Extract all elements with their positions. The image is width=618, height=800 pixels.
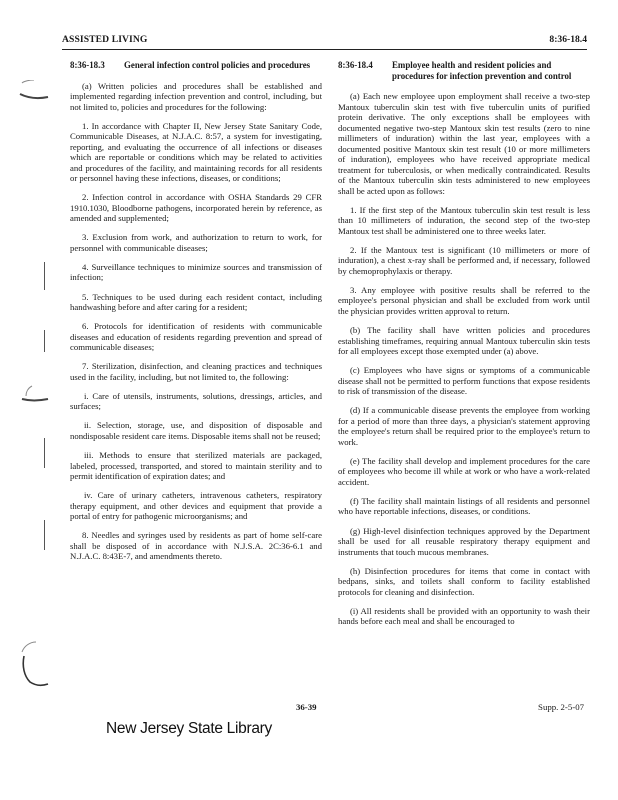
- paragraph: 7. Sterilization, disinfection, and cleaning practices and techniques used in the facility, including, but not limited to, the following:: [70, 361, 322, 382]
- punch-hole-mark-bottom: [18, 640, 52, 690]
- punch-hole-mark-middle: [18, 384, 52, 406]
- paragraph: 5. Techniques to be used during each resident contact, including handwashing before and after caring for a resident;: [70, 291, 322, 313]
- punch-hole-mark-top: [18, 80, 52, 102]
- library-stamp: New Jersey State Library: [106, 720, 272, 737]
- left-column: [70, 60, 322, 570]
- header-title: ASSISTED LIVING: [62, 34, 148, 45]
- paragraph: 3. Any employee with positive results shall be referred to the employee's personal physician and shall be excluded from work until the physician provides written approval to return.: [338, 284, 590, 316]
- subparagraph: iv. Care of urinary catheters, intravenous catheters, respiratory therapy equipment, and other devices and equipment that provide a portal of entry for pathogenic microorganisms; and: [70, 490, 322, 522]
- paragraph: (c) Employees who have signs or symptoms of a communicable disease shall not be permitted to perform functions that expose residents to risk of transmission of the disease.: [338, 365, 590, 397]
- subparagraph: ii. Selection, storage, use, and disposition of disposable and nondisposable resident care items. Disposable items shall not be reused;: [70, 420, 322, 441]
- paragraph: 4. Surveillance techniques to minimize sources and transmission of infection;: [70, 261, 322, 283]
- change-bar: [44, 262, 45, 290]
- paragraph: (d) If a communicable disease prevents the employee from working for a period of more than three days, a physician's statement approving the employee's return shall be required prior to the employee's return to work.: [338, 405, 590, 447]
- running-header: [62, 34, 587, 50]
- paragraph: (a) Written policies and procedures shall be established and implemented regarding infection prevention and control, including, but not limited to, policies and procedures for the following:: [70, 80, 322, 112]
- section-title: General infection control policies and procedures: [124, 60, 311, 70]
- paragraph: (a) Each new employee upon employment shall receive a two-step Mantoux tuberculin skin test with five tuberculin units of purified protein derivative. The only exceptions shall be employees with documented negative two-step Mantoux skin test results (zero to nine millimeters of induration) within the last year, employees with a documented positive Mantoux skin test result (10 or more millimeters of induration), employees who have received appropriate medical treatment for tuberculosis, or when medically contraindicated. Results of the Mantoux tuberculin skin tests administered to new employees shall be acted upon as follows:: [338, 91, 590, 196]
- paragraph: 6. Protocols for identification of residents with communicable diseases and education of residents regarding prevention and spread of communicable diseases;: [70, 321, 322, 353]
- subparagraph: iii. Methods to ensure that sterilized materials are packaged, labeled, processed, transported, and stored to maintain sterility and to permit identification of expiration dates; and: [70, 450, 322, 482]
- section-number: 8:36-18.4: [338, 60, 373, 70]
- paragraph: (h) Disinfection procedures for items that come in contact with bedpans, sinks, and toilets shall conform to facility established protocols for cleaning and disinfection.: [338, 565, 590, 597]
- paragraph: (f) The facility shall maintain listings of all residents and personnel who have reportable infections, diseases, or conditions.: [338, 495, 590, 517]
- paragraph: (g) High-level disinfection techniques approved by the Department shall be used for all reusable respiratory therapy equipment and instruments that touch mucous membranes.: [338, 525, 590, 557]
- paragraph: 1. If the first step of the Mantoux tuberculin skin test result is less than 10 millimeters of induration, the second step of the two-step Mantoux test shall be administered one to three weeks later.: [338, 204, 590, 236]
- paragraph: 1. In accordance with Chapter II, New Jersey State Sanitary Code, Communicable Diseases, at N.J.A.C. 8:57, a system for investigating, reporting, and evaluating the occurrence of all infections or diseases which are reportable or conditions which may be related to activities and procedures of the facility, and maintaining records for all residents or personnel having these infections, diseases, or conditions;: [70, 120, 322, 184]
- paragraph: (i) All residents shall be provided with an opportunity to wash their hands before each meal and shall be encouraged to: [338, 605, 590, 627]
- change-bar: [44, 330, 45, 352]
- paragraph: 2. If the Mantoux test is significant (10 millimeters or more of induration), a chest x-ray shall be performed and, if necessary, followed by chemoprophylaxis or therapy.: [338, 244, 590, 276]
- paragraph: 8. Needles and syringes used by residents as part of home self-care shall be disposed of in accordance with N.J.S.A. 2C:36-6.1 and N.J.A.C. 8:43E-7, and amendments thereto.: [70, 530, 322, 562]
- subparagraph: i. Care of utensils, instruments, solutions, dressings, articles, and surfaces;: [70, 390, 322, 412]
- section-heading-18-4: [338, 60, 590, 81]
- paragraph: (e) The facility shall develop and implement procedures for the care of employees who become ill while at work or who have a work-related accident.: [338, 455, 590, 487]
- change-bar: [44, 520, 45, 550]
- supplement-date: Supp. 2-5-07: [538, 702, 584, 712]
- paragraph: 3. Exclusion from work, and authorization to return to work, for personnel with communicable diseases;: [70, 232, 322, 253]
- header-section-number: 8:36-18.4: [549, 34, 587, 45]
- paragraph: (b) The facility shall have written policies and procedures establishing timeframes, requiring annual Mantoux tuberculin skin tests for all employees except those exempted under (a) above.: [338, 325, 590, 357]
- change-bar: [44, 438, 45, 468]
- section-number: 8:36-18.3: [70, 60, 105, 70]
- page-number: 36-39: [296, 702, 317, 712]
- paragraph: 2. Infection control in accordance with OSHA Standards 29 CFR 1910.1030, Bloodborne pathogens, incorporated herein by reference, as amended and supplemented;: [70, 192, 322, 224]
- section-heading-18-3: [70, 60, 322, 71]
- section-title: Employee health and resident policies and procedures for infection prevention and control: [392, 60, 572, 81]
- right-column: [338, 60, 590, 635]
